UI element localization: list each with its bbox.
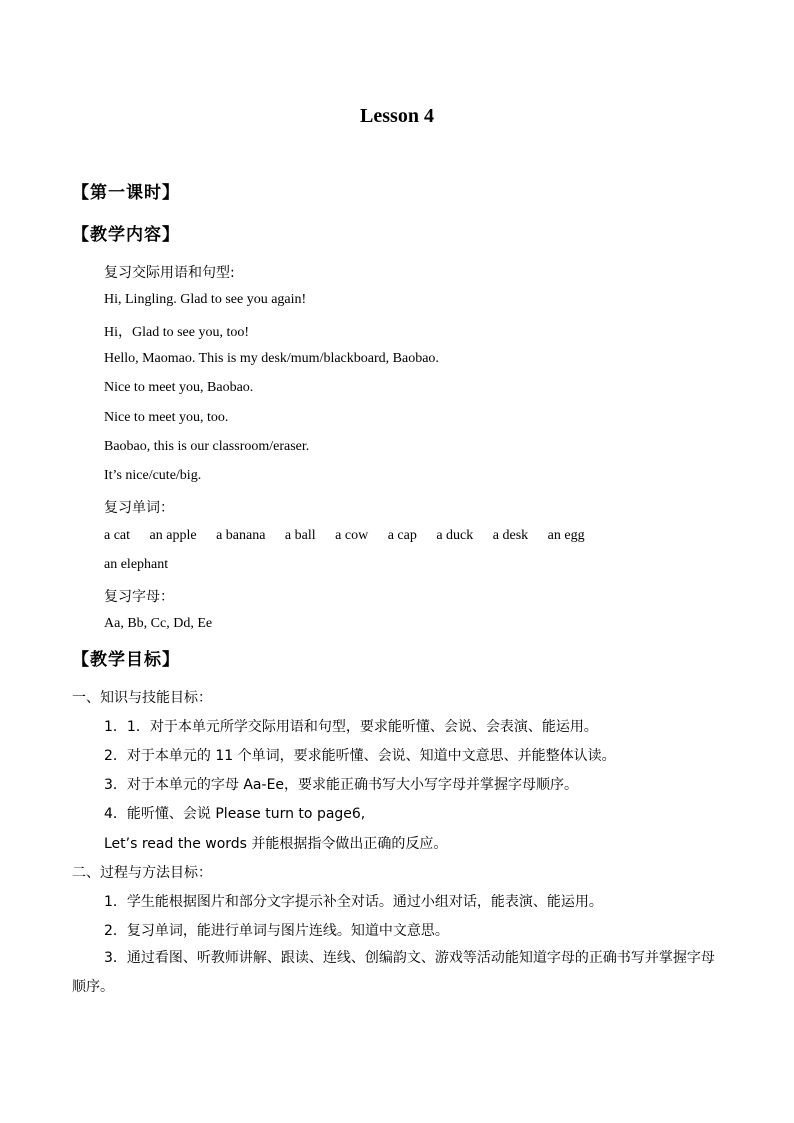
- word-item: a duck: [436, 528, 474, 543]
- review-letters-label: 复习字母：: [104, 589, 174, 605]
- word-list: [104, 528, 601, 544]
- word-item: a cow: [335, 528, 369, 543]
- dialogue-line: Hi, Lingling. Glad to see you again!: [104, 292, 307, 307]
- goal-item: 3．对于本单元的字母 Aa-Ee，要求能正确书写大小写字母并掌握字母顺序。: [104, 777, 579, 793]
- knowledge-goals-title: 一、知识与技能目标：: [72, 690, 212, 706]
- review-words-label: 复习单词：: [104, 500, 174, 516]
- dialogue-line: Nice to meet you, too.: [104, 410, 229, 425]
- dialogue-line: Baobao, this is our classroom/eraser.: [104, 439, 310, 454]
- word-item: a banana: [216, 528, 266, 543]
- goal-item: 1．1．对于本单元所学交际用语和句型，要求能听懂、会说、会表演、能运用。: [104, 719, 598, 735]
- word-item: a cat: [104, 528, 131, 543]
- heading-first-period: 【第一课时】: [72, 183, 180, 203]
- goal-item: 1．学生能根据图片和部分文字提示补全对话。通过小组对话，能表演、能运用。: [104, 894, 603, 910]
- process-goals-title: 二、过程与方法目标：: [72, 865, 212, 881]
- word-item: a ball: [284, 528, 316, 543]
- dialogue-line: It’s nice/cute/big.: [104, 468, 202, 483]
- heading-teaching-content: 【教学内容】: [72, 225, 180, 245]
- dialogue-line: Hi，Glad to see you, too!: [104, 325, 250, 340]
- word-item: a cap: [387, 528, 417, 543]
- word-item: a desk: [492, 528, 529, 543]
- goal-item: 2．复习单词，能进行单词与图片连线。知道中文意思。: [104, 923, 449, 939]
- goal-item: Let’s read the words 并能根据指令做出正确的反应。: [104, 836, 448, 852]
- dialogue-line: Nice to meet you, Baobao.: [104, 380, 254, 395]
- goal-item: 3．通过看图、听教师讲解、跟读、连线、创编韵文、游戏等活动能知道字母的正确书写并掌握字母顺序。: [72, 950, 715, 995]
- review-phrases-label: 复习交际用语和句型:: [104, 265, 235, 281]
- goal-item: 2．对于本单元的 11 个单词，要求能听懂、会说、知道中文意思、并能整体认读。: [104, 748, 616, 764]
- word-item: an egg: [547, 528, 585, 543]
- letters-list: Aa, Bb, Cc, Dd, Ee: [104, 616, 213, 631]
- goal-item: 4．能听懂、会说 Please turn to page6,: [104, 806, 366, 822]
- word-item: an apple: [149, 528, 197, 543]
- dialogue-line: Hello, Maomao. This is my desk/mum/blackboard, Baobao.: [104, 351, 439, 366]
- lesson-title: Lesson 4: [360, 105, 434, 127]
- word-item: an elephant: [104, 557, 169, 572]
- heading-teaching-goals: 【教学目标】: [72, 650, 180, 670]
